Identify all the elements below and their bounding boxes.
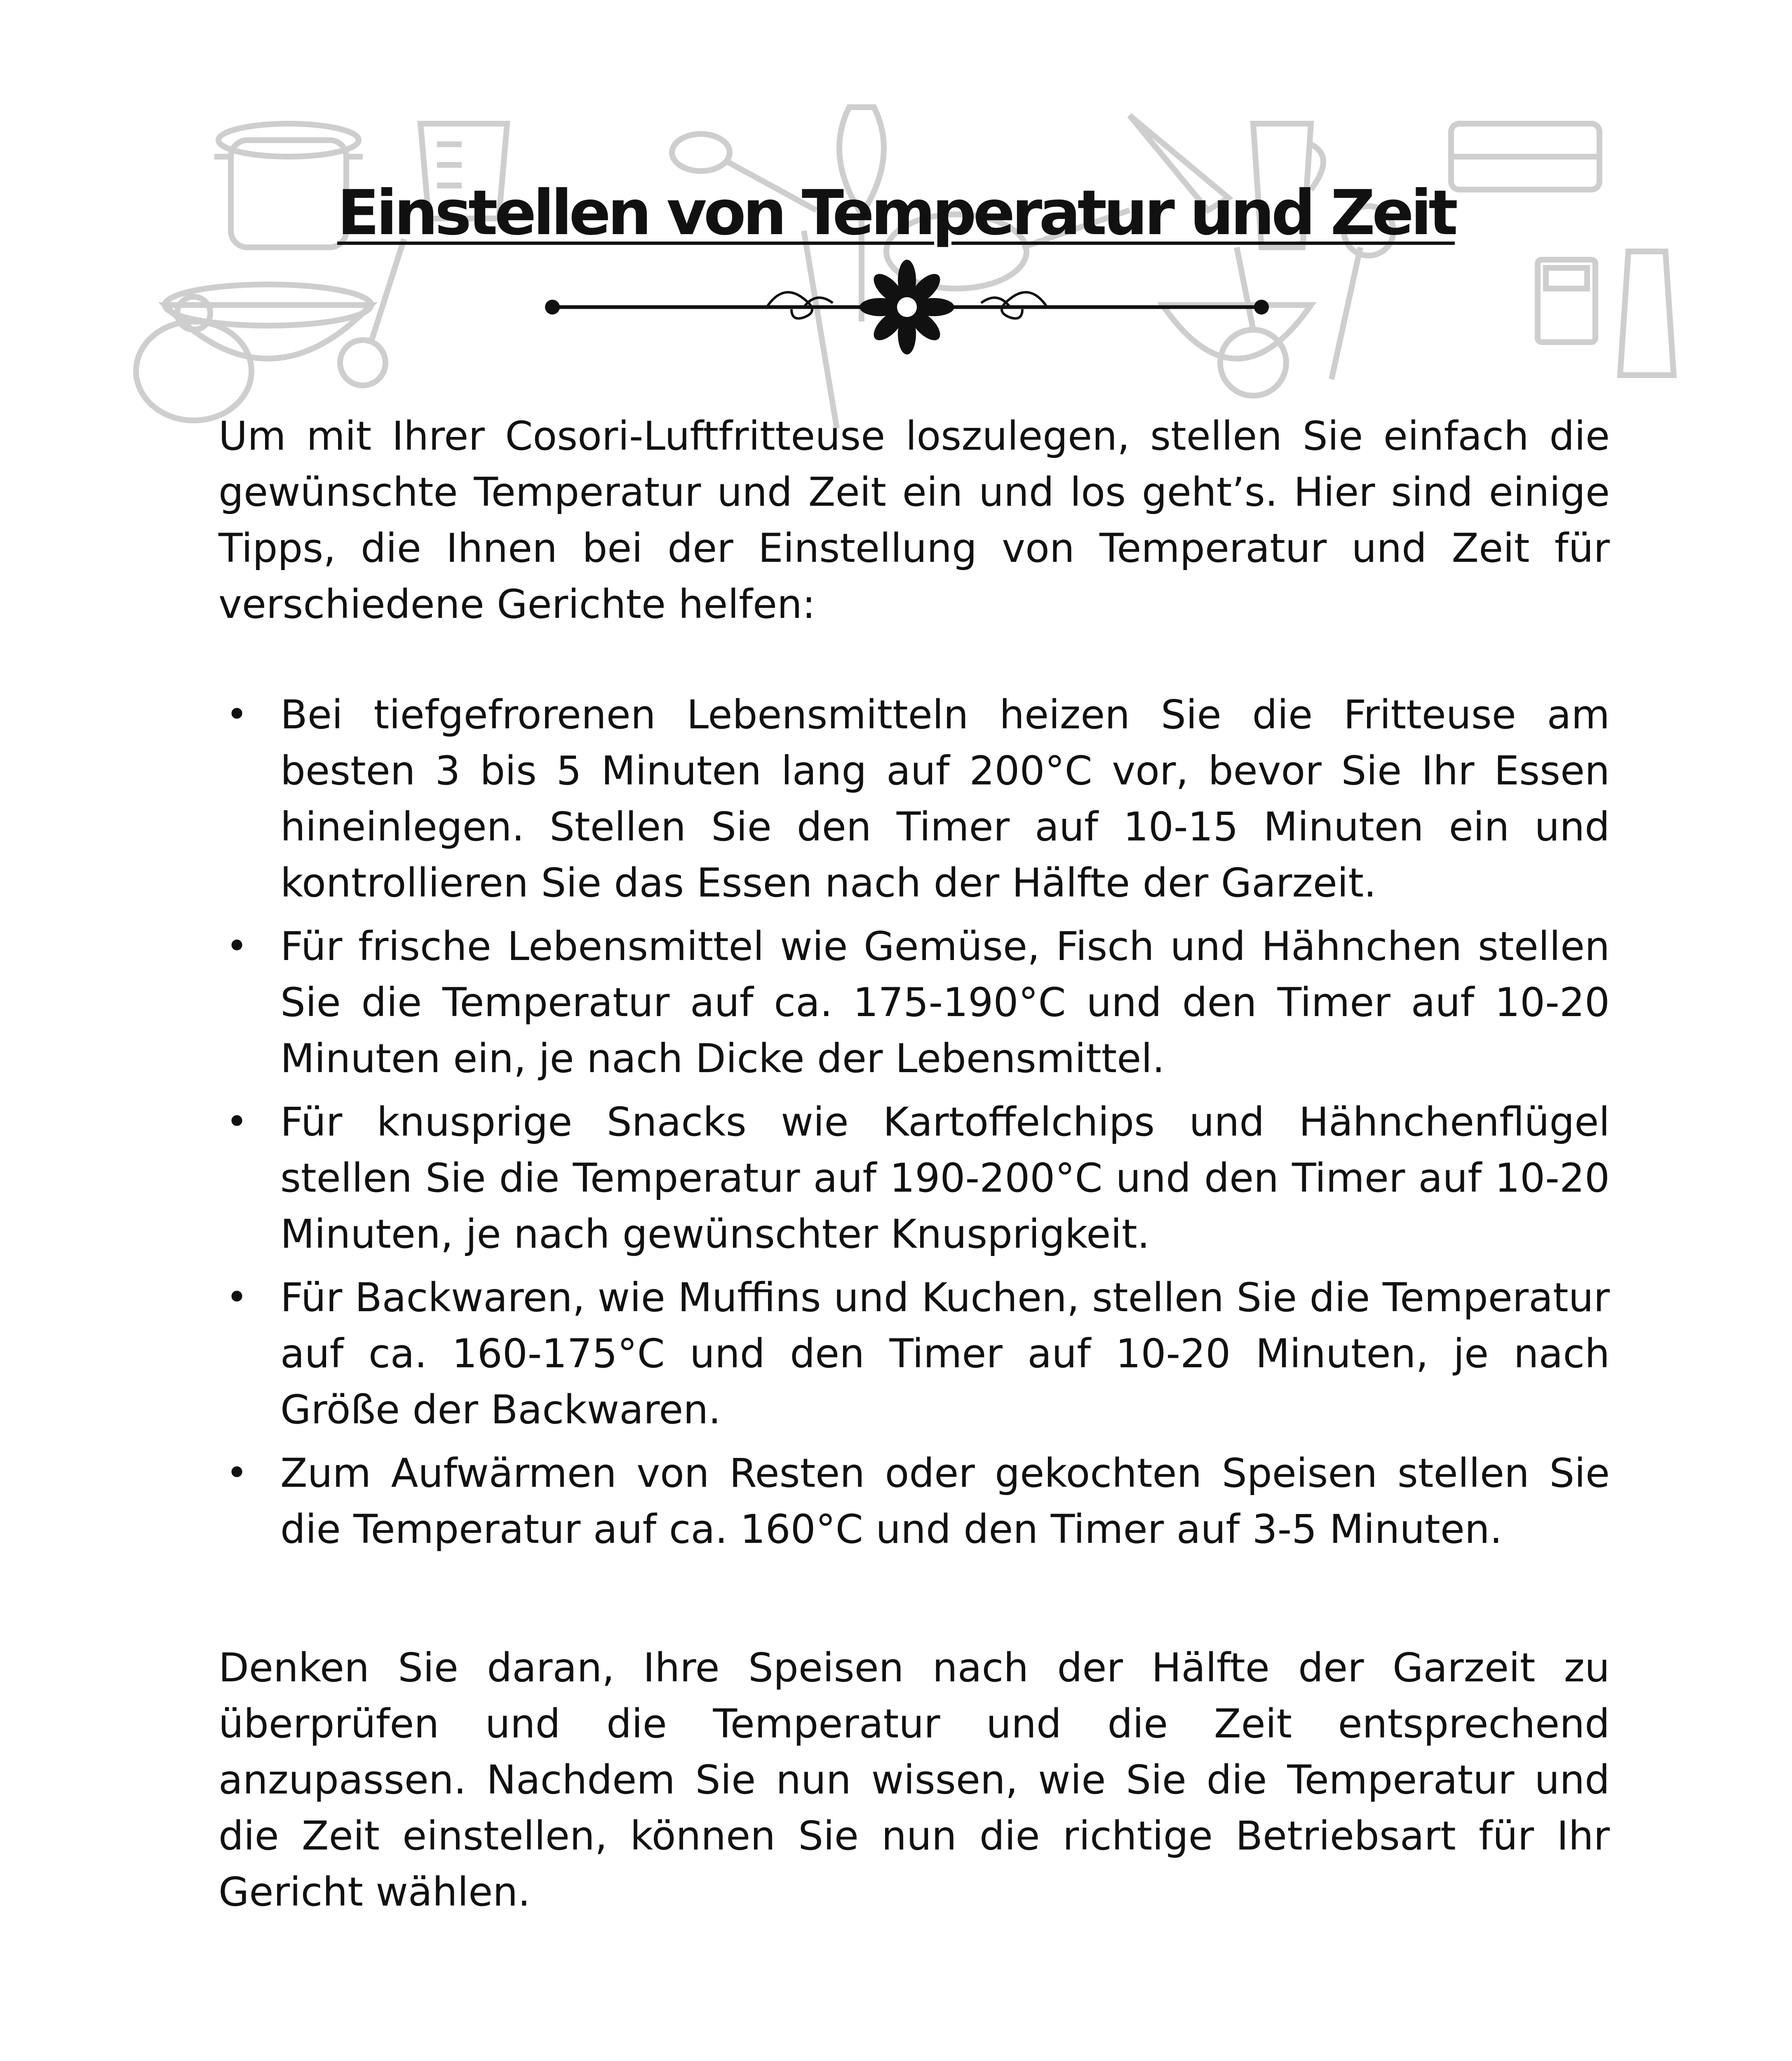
list-item (218, 1270, 1610, 1438)
bullet: • (226, 1100, 248, 1143)
list-item (218, 687, 1610, 911)
list-item-text: Bei tiefgefrorenen Lebensmitteln heizen Sie die Fritteuse am besten 3 bis 5 Minuten lang auf 200°C vor, bevor Sie Ihr Essen hineinlegen. Stellen Sie den Timer auf 10-15 Minuten ein und kontrollieren Sie das Essen nach der Hälfte der Garzeit. (280, 692, 1610, 906)
list-item (218, 1094, 1610, 1262)
ornamental-divider (536, 256, 1278, 359)
flower-ornament-icon (860, 260, 954, 354)
closing-paragraph: Denken Sie daran, Ihre Speisen nach der Hälfte der Garzeit zu überprüfen und die Temperatur und die Zeit entsprechend anzupassen. Nachdem Sie nun wissen, wie Sie die Temperatur und die Zeit einstellen, können Sie nun die richtige Betriebsart für Ihr Gericht wählen. (218, 1645, 1610, 1915)
bullet: • (226, 925, 248, 968)
tips-list (218, 687, 1610, 1557)
page-title: Einstellen von Temperatur und Zeit (337, 177, 1455, 249)
kitchen-scale-icon (1538, 260, 1595, 342)
main-content (218, 408, 1610, 1920)
list-item-text: Für Backwaren, wie Muffins und Kuchen, stellen Sie die Temperatur auf ca. 160-175°C und den Timer auf 10-20 Minuten, je nach Größe der Backwaren. (280, 1275, 1610, 1433)
grater-icon (1620, 251, 1674, 375)
list-item-text: Zum Aufwärmen von Resten oder gekochten Speisen stellen Sie die Temperatur auf ca. 160°C und den Timer auf 3-5 Minuten. (280, 1450, 1610, 1552)
list-item (218, 918, 1610, 1087)
kettle-icon (136, 297, 251, 420)
ladle-icon (340, 239, 404, 385)
bullet: • (226, 1451, 248, 1495)
intro-paragraph: Um mit Ihrer Cosori-Luftfritteuse loszulegen, stellen Sie einfach die gewünschte Temperatur und Zeit ein und los geht’s. Hier sind einige Tipps, die Ihnen bei der Einstellung von Temperatur und Zeit für verschiedene Gerichte helfen: (218, 413, 1610, 627)
list-item-text: Für frische Lebensmittel wie Gemüse, Fisch und Hähnchen stellen Sie die Temperatur auf ca. 175-190°C und den Timer auf 10-20 Minuten ein, je nach Dicke der Lebensmittel. (280, 923, 1610, 1082)
bullet: • (226, 1276, 248, 1319)
bullet: • (226, 693, 248, 736)
list-item-text: Für knusprige Snacks wie Kartoffelchips und Hähnchenflügel stellen Sie die Temperatur auf 190-200°C und den Timer auf 10-20 Minuten, je nach gewünschter Knusprigkeit. (280, 1099, 1610, 1257)
list-item (218, 1445, 1610, 1557)
